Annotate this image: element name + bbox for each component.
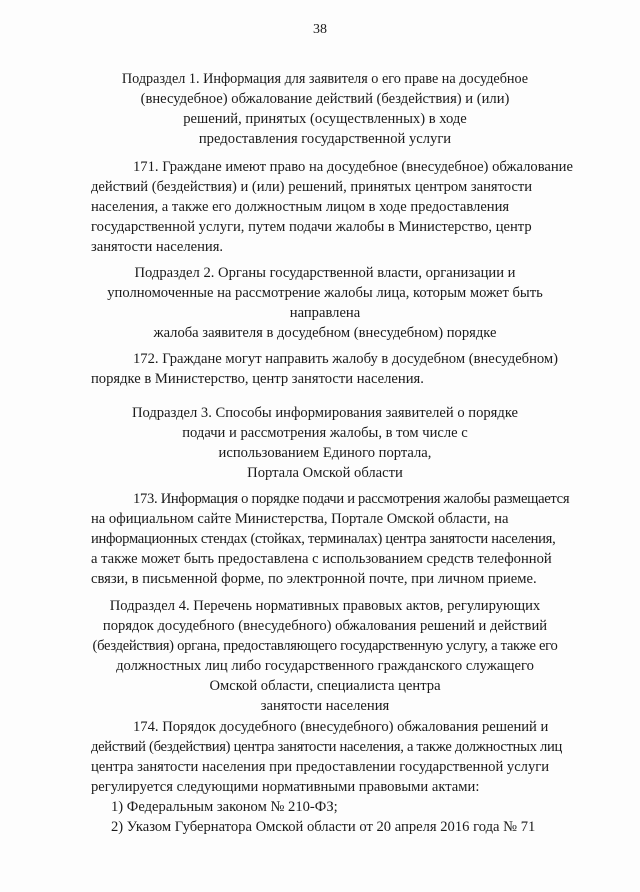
paragraph-line: центра занятости населения при предоставлении государственной услуги (91, 759, 550, 775)
heading-line: уполномоченные на рассмотрение жалобы лица, которым может быть (107, 285, 543, 301)
paragraph-line: информационных стендах (стойках, терминалах) центра занятости населения, (91, 531, 556, 547)
paragraph-line: на официальном сайте Министерства, Портале Омской области, на (91, 511, 509, 527)
heading-line: порядок досудебного (внесудебного) обжалования решений и действий (102, 618, 548, 634)
paragraph-line: 174. Порядок досудебного (внесудебного) обжалования решений и (133, 719, 549, 735)
heading-line: подачи и рассмотрения жалобы, в том числе с (182, 425, 468, 441)
paragraph-172 (91, 349, 603, 389)
heading-line: (бездействия) органа, предоставляющего государственную услугу, а также его (92, 638, 558, 654)
paragraph-line: 173. Информация о порядке подачи и рассмотрения жалобы размещается (133, 491, 570, 507)
heading-line: Подраздел 2. Органы государственной власти, организации и (134, 265, 516, 281)
paragraph-line: действий (бездействия) центра занятости населения, а также должностных лиц (91, 739, 563, 755)
heading-line: направлена (289, 305, 361, 321)
paragraph-line: 172. Граждане могут направить жалобу в досудебном (внесудебном) (133, 351, 559, 367)
heading-line: Подраздел 1. Информация для заявителя о его праве на досудебное (121, 71, 529, 87)
paragraph-line: связи, в письменной форме, по электронной почте, при личном приеме. (91, 571, 537, 587)
paragraph-line: занятости населения. (91, 239, 224, 255)
heading-line: жалоба заявителя в досудебном (внесудебном) порядке (153, 325, 497, 341)
heading-line: предоставления государственной услуги (198, 131, 452, 147)
paragraph-line: государственной услуги, путем подачи жалобы в Министерство, центр (91, 219, 532, 235)
heading-line: использованием Единого портала, (218, 445, 432, 461)
heading-line: решений, принятых (осуществленных) в ходе (183, 111, 467, 127)
paragraph-173 (91, 489, 603, 589)
paragraph-line: 171. Граждане имеют право на досудебное (внесудебное) обжалование (133, 159, 573, 175)
paragraph-line: а также может быть предоставлена с использованием средств телефонной (91, 551, 552, 567)
heading-line: Омской области, специалиста центра (209, 678, 441, 694)
paragraph-line: порядке в Министерство, центр занятости населения. (91, 371, 424, 387)
heading-line: Подраздел 3. Способы информирования заявителей о порядке (131, 405, 519, 421)
heading-line: Подраздел 4. Перечень нормативных правовых актов, регулирующих (109, 598, 541, 614)
list-item: 2) Указом Губернатора Омской области от 20 апреля 2016 года № 71 (111, 819, 536, 835)
paragraph-174 (91, 717, 603, 837)
subsection-1-heading (120, 69, 530, 149)
subsection-2-heading (100, 263, 550, 343)
page-number: 38 (313, 22, 327, 37)
paragraph-line: регулируется следующими нормативными правовыми актами: (91, 779, 480, 795)
paragraph-171 (91, 157, 603, 257)
paragraph-line: действий (бездействия) и (или) решений, принятых центром занятости (91, 179, 533, 195)
heading-line: занятости населения (260, 698, 390, 714)
paragraph-line: населения, а также его должностным лицом в ходе предоставления (91, 199, 510, 215)
heading-line: должностных лиц либо государственного гражданского служащего (116, 658, 534, 674)
list-item: 1) Федеральным законом № 210-ФЗ; (111, 799, 338, 815)
heading-line: (внесудебное) обжалование действий (бездействия) и (или) (140, 91, 510, 107)
subsection-4-heading (85, 596, 565, 716)
heading-line: Портала Омской области (247, 465, 403, 481)
subsection-3-heading (120, 403, 530, 483)
